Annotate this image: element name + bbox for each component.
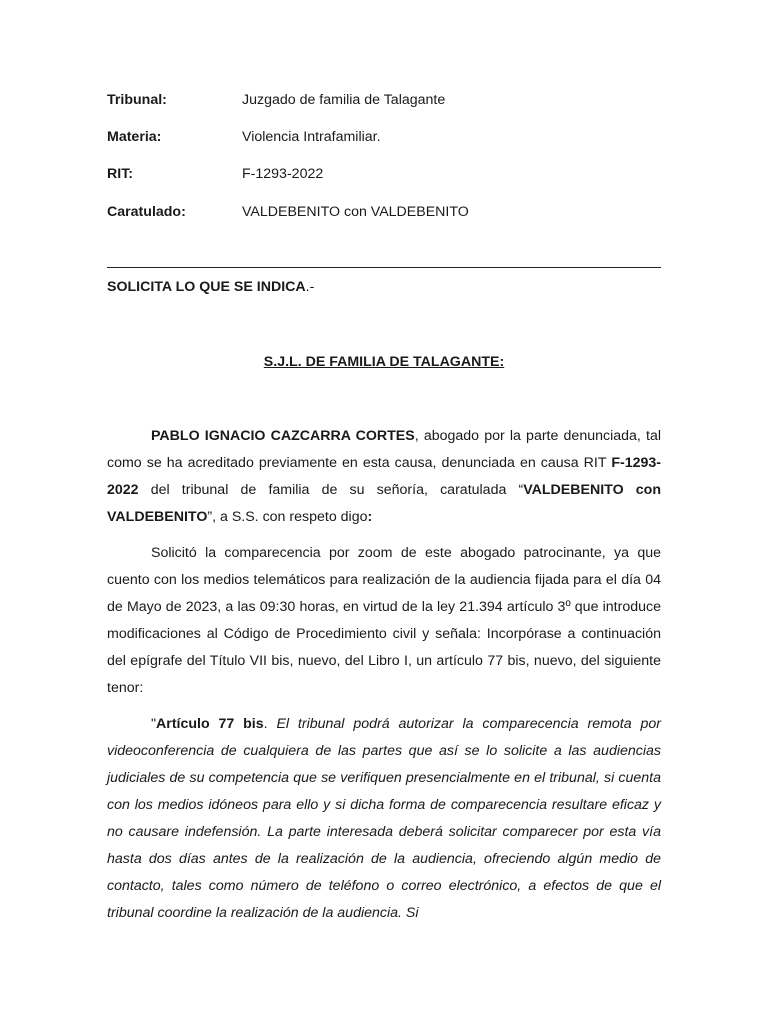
para1-text-1: , abogado por la parte denunciada, tal como se ha acreditado previamente en esta causa, denunciada en causa RIT bbox=[107, 428, 661, 471]
tribunal-label: Tribunal: bbox=[107, 92, 167, 108]
article-text: El tribunal podrá autorizar la comparecencia remota por videoconferencia de cualquiera de las partes que así se lo solicite a las audiencias judiciales de su competencia que se verifiquen presencialmente en el tribunal, si cuenta con los medios idóneos para ello y si dicha forma de comparecencia resultare eficaz y no causare indefensión. La parte interesada deberá solicitar comparecer por esta vía hasta dos días antes de la realización de la audiencia, ofreciendo algún medio de contacto, tales como número de teléfono o correo electrónico, a efectos de que el tribunal coordine la realización de la audiencia. Si bbox=[107, 716, 661, 921]
case-caption: VALDEBENITO con VALDEBENITO bbox=[107, 482, 661, 525]
rit-label: RIT: bbox=[107, 166, 134, 182]
divider-line bbox=[107, 267, 661, 268]
para2-text: Solicitó la comparecencia por zoom de este abogado patrocinante, ya que cuento con los medios telemáticos para realización de la audiencia fijada para el día 04 de Mayo de 2023, a las 09:30 horas, en virtud de la ley 21.394 artículo 3º que introduce modificaciones al Código de Procedimiento civil y señala: Incorpórase a continuación del epígrafe del Título VII bis, nuevo, del Libro I, un artículo 77 bis, nuevo, del siguiente tenor: bbox=[107, 545, 661, 696]
paragraph-appearance bbox=[107, 423, 661, 531]
sumilla-text: SOLICITA LO QUE SE INDICA bbox=[107, 279, 306, 295]
article-dot: . bbox=[263, 716, 277, 732]
para1-text-2: del tribunal de familia de su señoría, caratulada “ bbox=[138, 482, 524, 498]
para1-colon: : bbox=[367, 509, 373, 525]
article-title: Artículo 77 bis bbox=[156, 716, 264, 732]
paragraph-article-quote bbox=[107, 711, 661, 927]
paragraph-request bbox=[107, 540, 661, 702]
materia-value: Violencia Intrafamiliar. bbox=[242, 129, 381, 145]
case-rit: F-1293-2022 bbox=[107, 455, 661, 498]
sumilla bbox=[107, 277, 314, 297]
quote-mark: " bbox=[151, 716, 157, 732]
caratulado-label: Caratulado: bbox=[107, 204, 186, 220]
materia-label: Materia: bbox=[107, 129, 162, 145]
tribunal-value: Juzgado de familia de Talagante bbox=[242, 92, 446, 108]
rit-value: F-1293-2022 bbox=[242, 166, 324, 182]
para1-text-3: ”, a S.S. con respeto digo bbox=[207, 509, 368, 525]
addressee-heading: S.J.L. DE FAMILIA DE TALAGANTE: bbox=[263, 354, 505, 370]
lawyer-name: PABLO IGNACIO CAZCARRA CORTES bbox=[151, 428, 415, 444]
sumilla-suffix: .- bbox=[305, 279, 315, 295]
caratulado-value: VALDEBENITO con VALDEBENITO bbox=[242, 204, 469, 220]
